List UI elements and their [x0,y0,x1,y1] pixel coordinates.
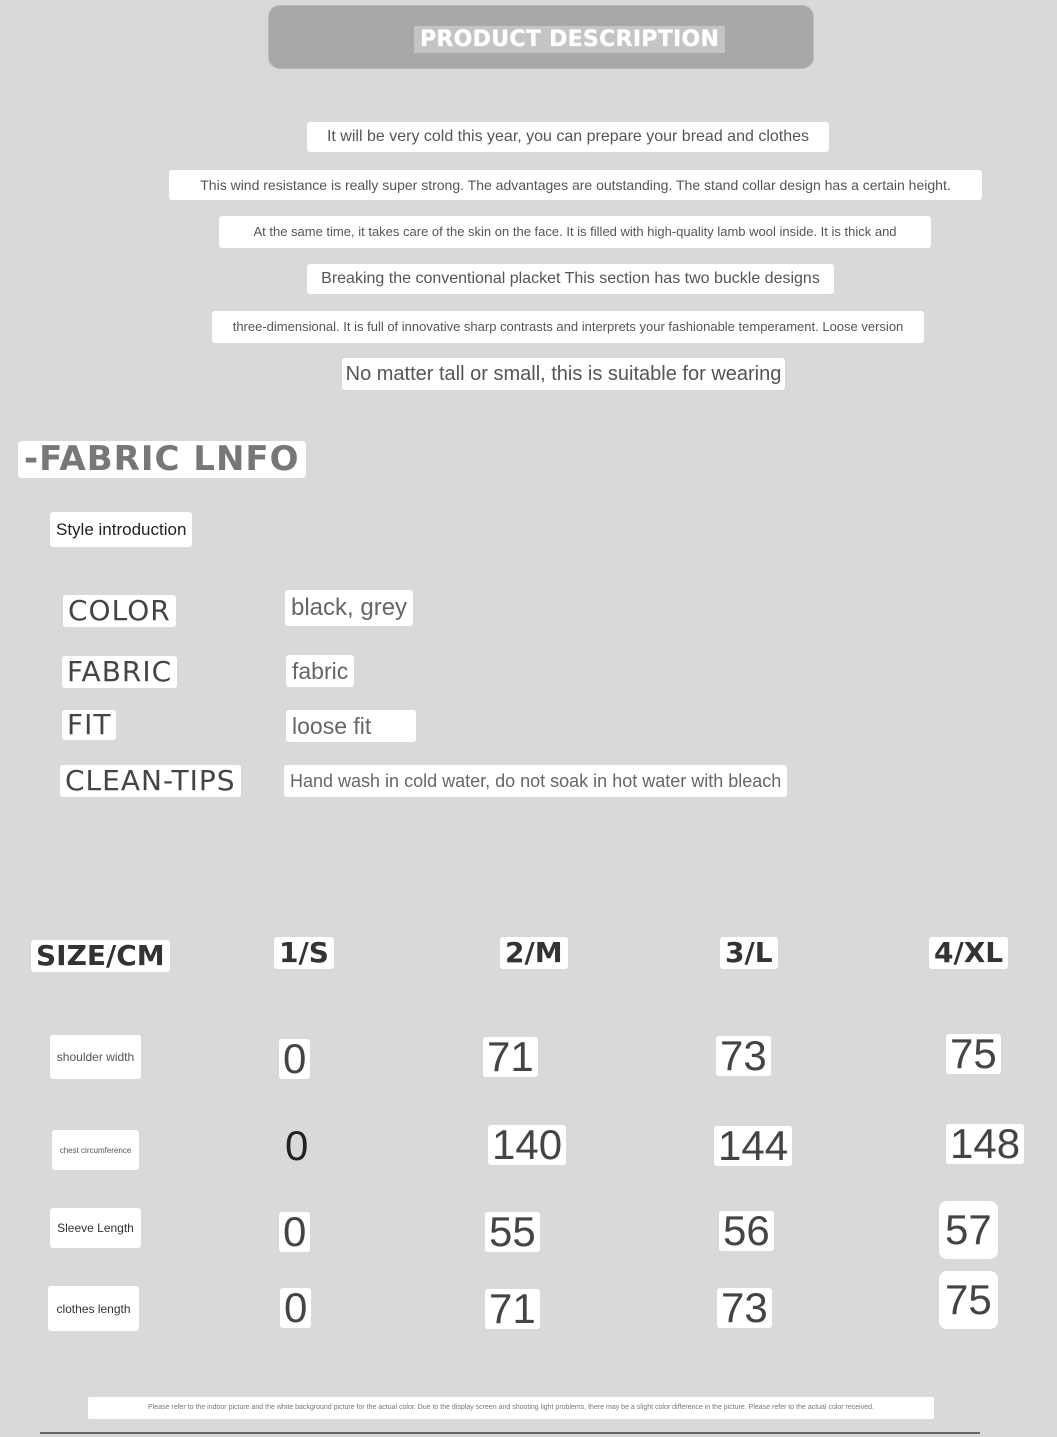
row-label-sleeve-length: Sleeve Length [50,1208,141,1248]
sleeve-length-m: 55 [485,1212,540,1252]
color-label: COLOR [63,595,176,627]
chest-circumference-m: 140 [488,1125,566,1165]
clean-tips-label: CLEAN-TIPS [60,765,241,797]
description-line: At the same time, it takes care of the skin on the face. It is filled with high-quality lamb wool inside. It is thick and [219,216,931,248]
chest-circumference-s: 0 [285,1122,309,1169]
clean-tips-value: Hand wash in cold water, do not soak in hot water with bleach [284,765,787,797]
bottom-divider [40,1432,980,1434]
sleeve-length-xl: 57 [939,1201,998,1259]
sleeve-length-s: 0 [279,1212,310,1252]
clothes-length-l: 73 [717,1288,772,1328]
shoulder-width-s: 0 [279,1039,310,1079]
fabric-info-heading: -FABRIC LNFO [18,441,306,478]
chest-circumference-l: 144 [714,1126,792,1166]
size-header-label: SIZE/CM [31,940,170,972]
size-header-s: 1/S [274,937,334,969]
banner-title: PRODUCT DESCRIPTION [414,26,725,53]
clothes-length-m: 71 [485,1289,540,1329]
color-disclaimer: Please refer to the indoor picture and the white background picture for the actual color. Due to the display screen and shooting light problems, there may be a slight color difference in the picture. Please refer to the actual color received. [88,1397,934,1419]
description-line: three-dimensional. It is full of innovative sharp contrasts and interprets your fashionable temperament. Loose version [212,311,924,343]
clothes-length-xl: 75 [939,1271,998,1329]
row-label-chest-circumference: chest circumference [52,1130,139,1170]
sleeve-length-l: 56 [719,1211,774,1251]
fabric-label: FABRIC [62,656,177,688]
clothes-length-s: 0 [280,1288,311,1328]
color-value: black, grey [285,590,413,626]
description-line: No matter tall or small, this is suitable for wearing [342,358,785,390]
size-header-m: 2/M [500,937,568,969]
fit-value: loose fit [286,710,416,742]
description-line: This wind resistance is really super strong. The advantages are outstanding. The stand collar design has a certain height. [169,170,982,200]
fit-label: FIT [62,710,116,740]
row-label-clothes-length: clothes length [48,1286,139,1331]
shoulder-width-l: 73 [716,1036,771,1076]
size-header-xl: 4/XL [929,937,1008,969]
row-label-shoulder-width: shoulder width [50,1035,141,1079]
size-header-l: 3/L [720,937,778,969]
style-introduction-label: Style introduction [50,512,192,547]
fabric-value: fabric [286,655,354,687]
shoulder-width-xl: 75 [946,1034,1001,1074]
description-line: It will be very cold this year, you can prepare your bread and clothes [307,122,829,152]
description-line: Breaking the conventional placket This section has two buckle designs [307,264,834,294]
chest-circumference-xl: 148 [946,1124,1024,1164]
shoulder-width-m: 71 [483,1037,538,1077]
